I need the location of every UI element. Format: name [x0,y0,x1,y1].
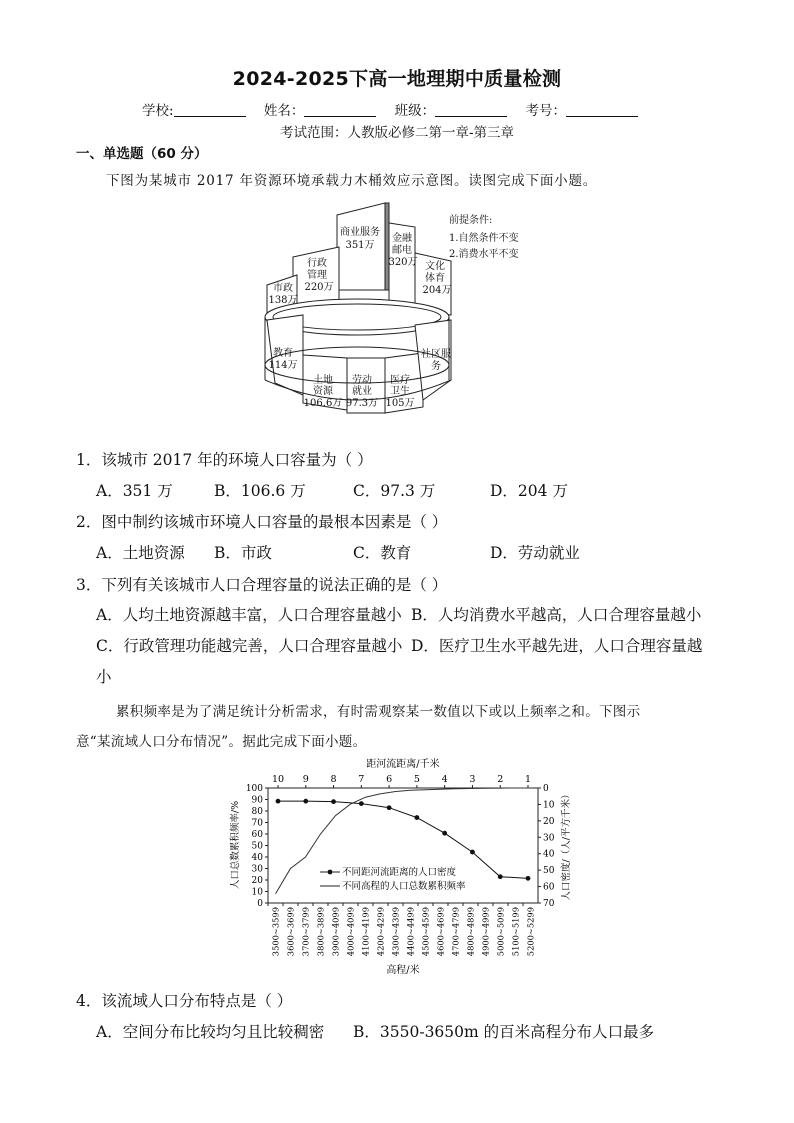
right-tick-label: 50 [543,866,555,877]
stave-label-commerce: 商业服务 [340,227,380,238]
category-label: 5000~5099 [495,907,506,957]
stave-label-land-2: 资源 [313,386,333,397]
left-tick-label: 80 [251,807,263,817]
right-tick-label: 30 [543,833,555,844]
legend-label-cumulative: 不同高程的人口总数累积频率 [342,881,466,892]
question-4-stem: 4．该流域人口分布特点是（ ） [76,992,293,1010]
right-tick-label: 0 [543,784,549,794]
q3-option-d[interactable]: D．医疗卫生水平越先进，人口合理容量越 [411,637,703,655]
school-label: 学校: [142,103,174,119]
q1-option-b[interactable]: B．106.6 万 [214,482,306,500]
name-label: 姓名： [263,103,305,119]
student-info-line [0,99,794,119]
category-label: 5100~5199 [510,907,521,957]
category-label: 4700~4799 [450,907,461,957]
density-point [414,815,419,820]
left-tick-label: 10 [251,887,263,898]
top-tick-label: 5 [413,774,420,785]
category-label: 3700~3799 [300,907,311,957]
left-tick-label: 50 [251,841,263,852]
top-tick-label: 9 [302,774,309,785]
intro-paragraph-1: 下图为某城市 2017 年资源环境承载力木桶效应示意图。读图完成下面小题。 [106,173,598,189]
number-blank[interactable] [566,104,638,117]
category-label: 4800~4899 [465,907,476,957]
left-axis-label: 人口总数累积频率/% [230,800,241,890]
density-point [359,801,364,806]
class-field [395,99,508,119]
stave-value-municipal: 138万 [268,295,298,306]
left-tick-label: 30 [251,864,263,875]
question-4-options [0,1020,794,1042]
top-tick-label: 4 [441,774,448,785]
left-tick-label: 100 [245,784,263,794]
stave-value-medical: 105万 [385,398,415,409]
top-axis-label: 距河流距离/千米 [366,759,440,770]
barrel-effect-figure [255,195,555,417]
intro-paragraph-2-line1: 累积频率是为了满足统计分析需求，有时需观察某一数值以下或以上频率之和。下图示 [116,704,641,720]
stave-label-community-2: 务 [431,361,441,372]
stave-label-education: 教育 [273,348,293,359]
condition-1: 1.自然条件不变 [449,233,519,244]
density-point [387,805,392,810]
stave-value-commerce: 351万 [345,240,375,251]
stave-label-culture-2: 体育 [425,273,445,284]
right-tick-label: 40 [543,849,555,860]
question-3-options-row2 [0,634,794,656]
name-field [264,99,377,119]
density-point [498,874,503,879]
category-label: 4100~4199 [360,907,371,957]
category-label: 3900~4099 [330,907,341,957]
stave-label-land-1: 土地 [313,375,333,386]
stave-label-labor-2: 就业 [352,386,372,397]
q4-option-b[interactable]: B．3550-3650m 的百米高程分布人口最多 [353,1023,655,1041]
right-axis-label: 人口密度/（人/平方千米） [561,789,572,901]
q2-option-d[interactable]: D．劳动就业 [490,544,580,562]
question-2-options [0,541,794,563]
condition-2: 2.消费水平不变 [449,249,519,260]
school-blank[interactable] [174,104,246,117]
school-field [142,99,246,119]
stave-label-medical-2: 卫生 [390,386,410,397]
top-tick-label: 10 [271,774,285,785]
top-tick-label: 2 [497,774,504,785]
question-3-stem: 3．下列有关该城市人口合理容量的说法正确的是（ ） [76,576,448,594]
stave-value-finance: 320万 [388,257,418,268]
top-tick-label: 1 [524,774,532,785]
right-tick-label: 10 [543,800,555,811]
stave-label-admin-2: 管理 [307,270,327,281]
question-2-stem: 2．图中制约该城市环境人口容量的最根本因素是（ ） [76,513,448,531]
top-tick-label: 6 [386,774,393,785]
density-point [303,799,308,804]
category-label: 5200~5299 [525,907,536,957]
density-point [276,799,281,804]
stave-label-labor-1: 劳动 [352,375,372,386]
stave-label-culture-1: 文化 [425,261,445,272]
right-tick-label: 70 [543,899,555,909]
right-tick-label: 20 [543,816,555,827]
top-tick-label: 8 [330,774,337,785]
stave-label-finance-1: 金融 [392,233,412,244]
legend-label-density: 不同距河流距离的人口密度 [342,867,457,878]
q3-option-b[interactable]: B．人均消费水平越高，人口合理容量越小 [411,606,702,624]
category-label: 4400~4499 [405,907,416,957]
left-tick-label: 40 [251,853,263,863]
q3-option-d-cont: 小 [96,668,112,686]
category-label: 4600~4699 [435,907,446,957]
left-tick-label: 70 [251,818,263,829]
q1-option-a[interactable]: A．351 万 [96,482,173,500]
top-tick-label: 7 [358,774,365,785]
top-tick-label: 3 [469,774,476,785]
right-tick-label: 60 [543,882,555,893]
x-axis-label: 高程/米 [386,965,420,976]
category-label: 4200~4299 [375,907,386,957]
exam-title: 2024-2025下高一地理期中质量检测 [232,68,562,90]
stave-value-land: 106.6万 [303,398,343,409]
left-tick-label: 90 [251,795,263,806]
population-distribution-chart [228,757,580,979]
stave-label-community-1: 社区服 [421,349,451,360]
q1-option-c[interactable]: C．97.3 万 [353,482,436,500]
class-blank[interactable] [435,104,507,117]
stave-value-labor: 97.3万 [345,398,379,409]
left-tick-label: 20 [251,876,263,886]
q2-option-a[interactable]: A．土地资源 [96,544,185,562]
left-tick-label: 60 [251,830,263,840]
section-title: 一、单选题（60 分） [76,146,208,162]
q2-option-c[interactable]: C．教育 [353,544,412,562]
question-1-stem: 1．该城市 2017 年的环境人口容量为（ ） [76,451,373,469]
stave-label-medical-1: 医疗 [390,375,410,386]
q3-option-a[interactable]: A．人均土地资源越丰富，人口合理容量越小 [96,606,402,624]
q1-option-d[interactable]: D．204 万 [490,482,568,500]
stave-label-admin-1: 行政 [307,258,327,269]
number-label: 考号： [525,103,566,119]
class-label: 班级： [394,103,436,119]
q2-option-b[interactable]: B．市政 [214,544,272,562]
category-label: 4500~4599 [420,907,431,957]
category-label: 3800~3899 [315,907,326,957]
category-label: 3600~3699 [285,907,296,957]
intro-paragraph-2-line2: 意“某流域人口分布情况”。据此完成下面小题。 [76,734,367,750]
question-1-options [0,479,794,501]
name-blank[interactable] [304,104,376,117]
stave-label-finance-2: 邮电 [392,245,412,256]
q4-option-a[interactable]: A．空间分布比较均匀且比较稠密 [96,1023,325,1041]
left-tick-label: 0 [257,899,263,909]
category-label: 4300~4399 [390,907,401,957]
conditions-title: 前提条件: [449,215,493,226]
question-3-options-row1 [0,603,794,625]
q3-option-c[interactable]: C．行政管理功能越完善，人口合理容量越小 [96,637,403,655]
legend-dot-density [328,870,333,875]
stave-value-admin: 220万 [304,282,334,293]
density-point [526,876,531,881]
number-field [525,99,638,119]
exam-scope: 考试范围：人教版必修二第一章-第三章 [279,125,515,141]
stave-value-education: 114万 [268,360,298,371]
category-label: 4000~4099 [345,907,356,957]
density-point [442,831,447,836]
stave-label-municipal: 市政 [273,283,293,294]
density-point [470,850,475,855]
category-label: 4900~4999 [480,907,491,957]
density-point [331,799,336,804]
stave-value-culture: 204万 [422,285,452,296]
category-label: 3500~3599 [270,907,281,957]
